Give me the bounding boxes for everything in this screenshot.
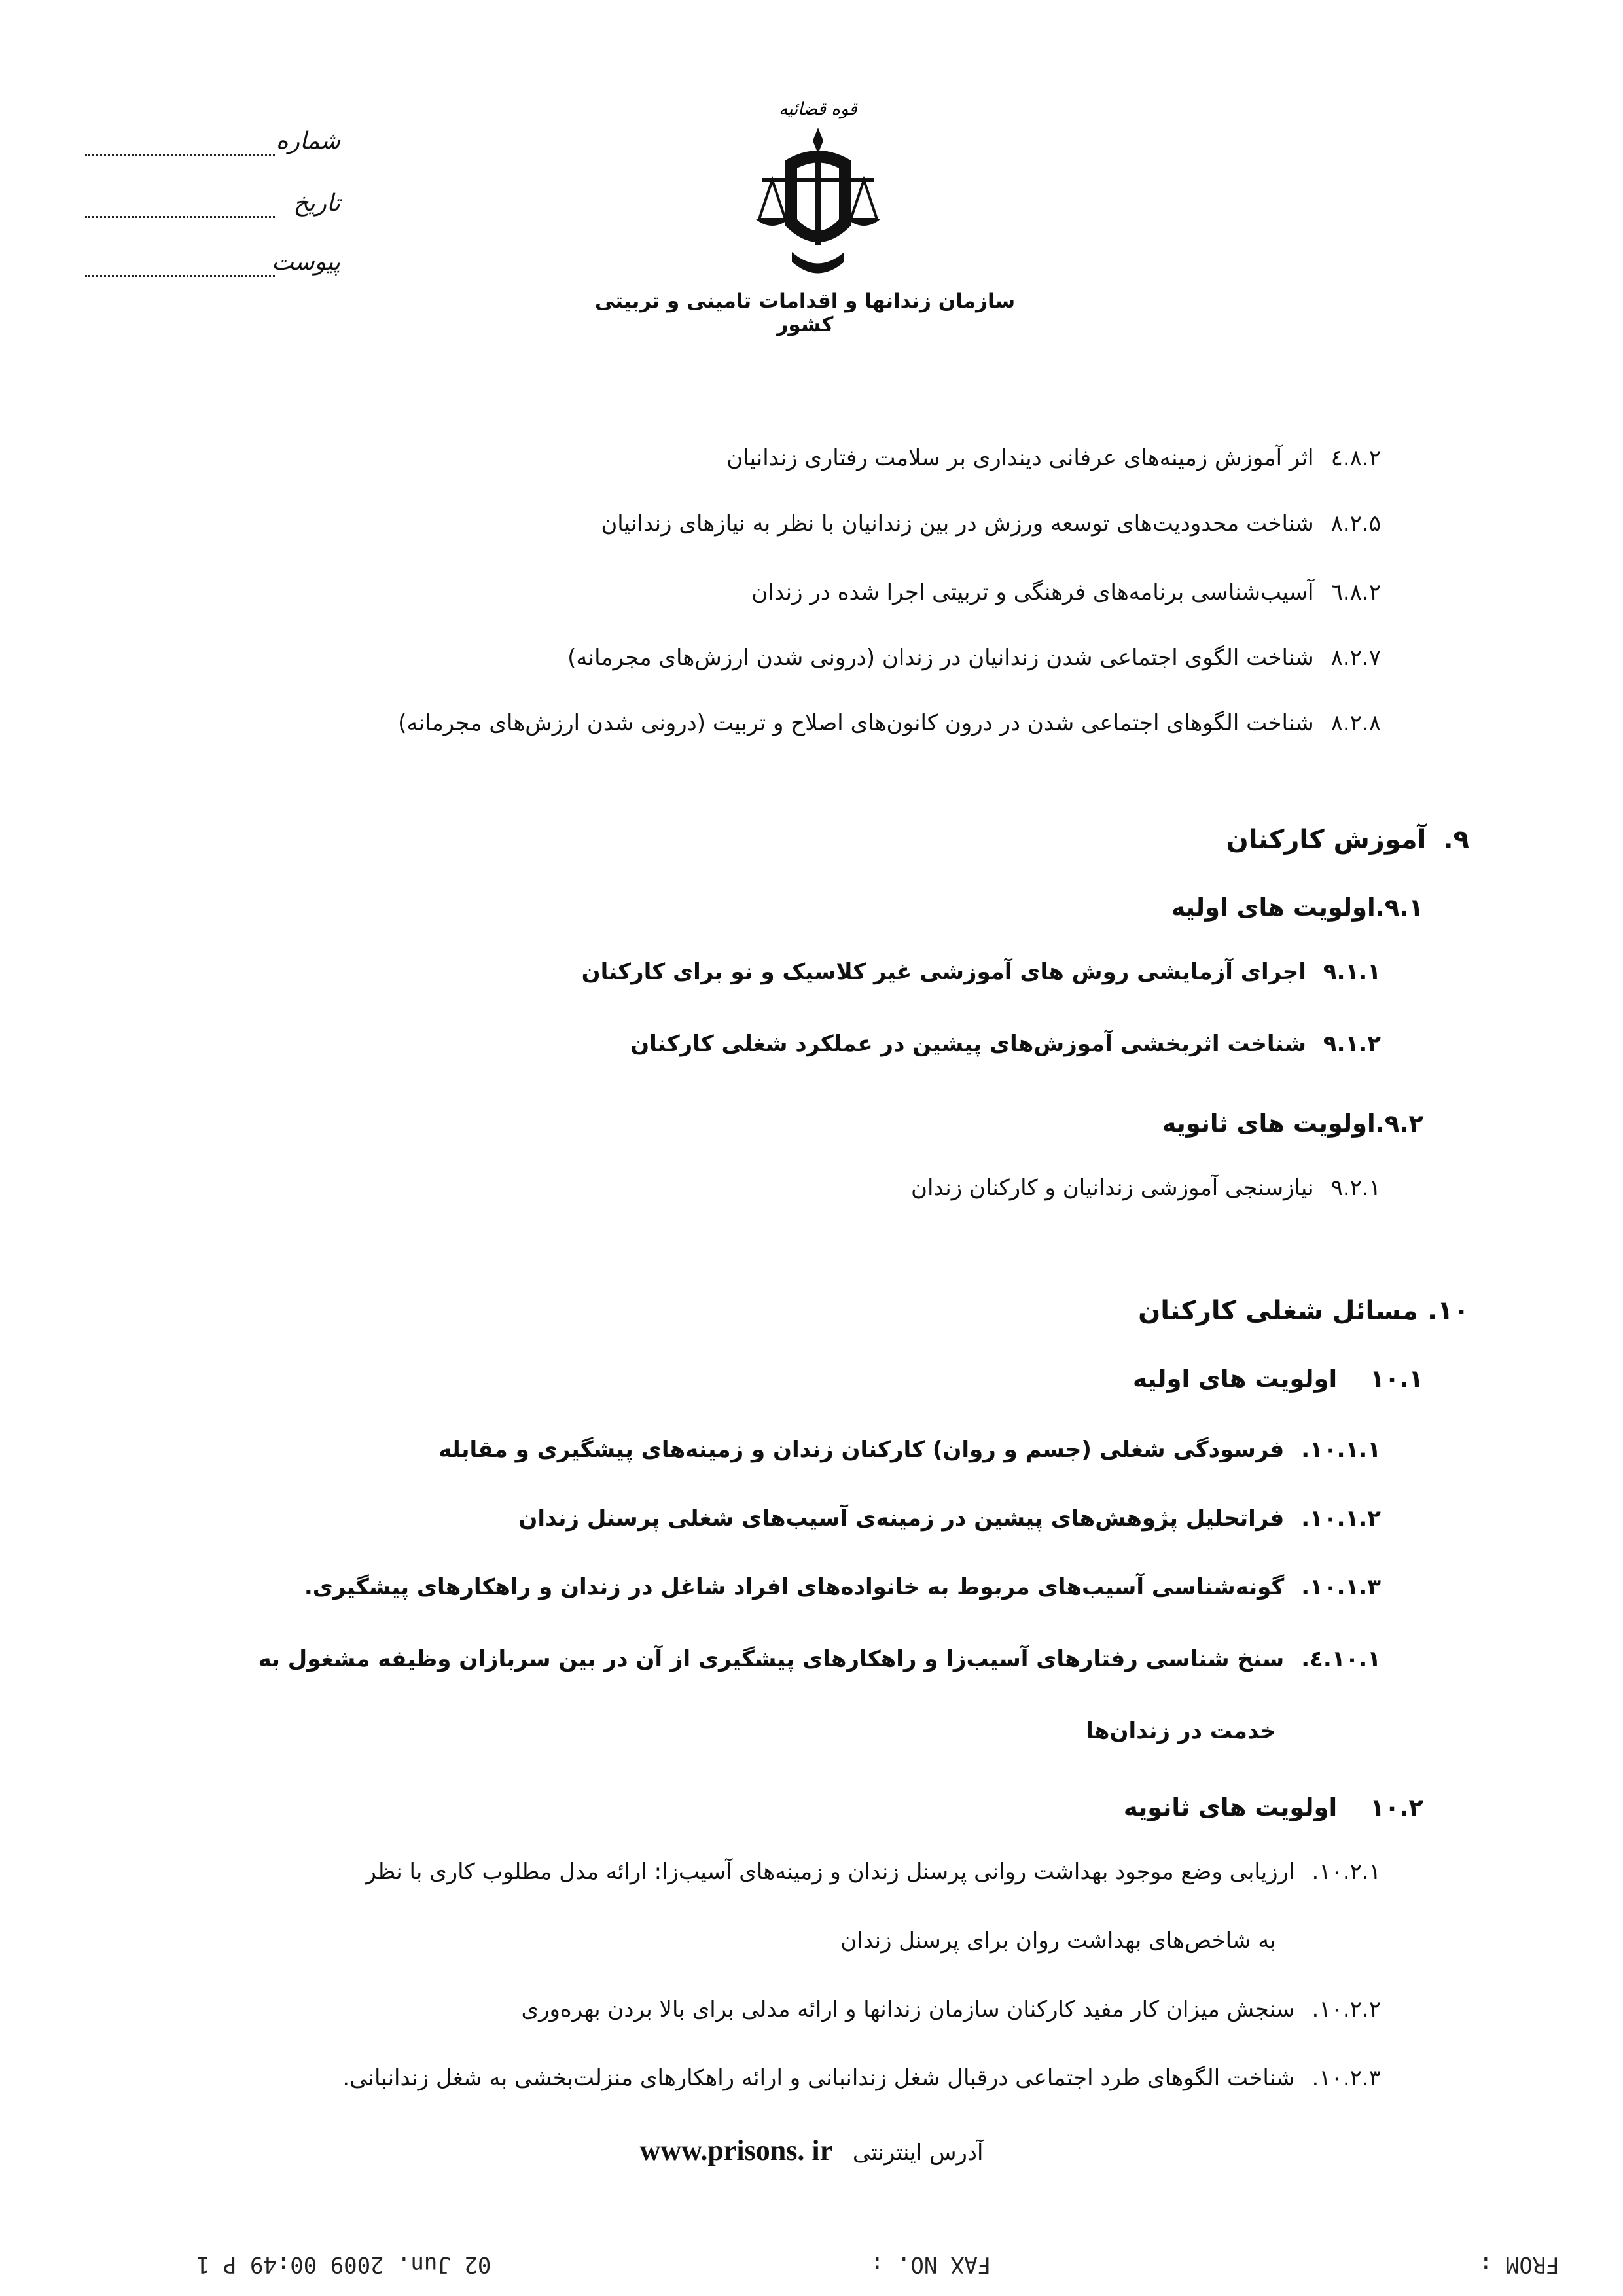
list-item <box>518 1505 1381 1532</box>
subsection-heading <box>1133 1365 1423 1393</box>
number-line <box>85 154 275 156</box>
date-field <box>79 190 340 229</box>
subsection-heading: ۹.۱.اولویت های اولیه <box>1171 893 1423 922</box>
list-item <box>304 1574 1381 1600</box>
list-item <box>567 645 1381 671</box>
item-number: ۹.۲.۱ <box>1330 1175 1381 1201</box>
item-number: ۱۰.۲.۲. <box>1311 1996 1381 2022</box>
number-field <box>79 128 340 167</box>
footer-address <box>0 2134 1623 2167</box>
item-text: فرسودگی شغلی (جسم و روان) کارکنان زندان و زمینه‌های پیشگیری و مقابله <box>438 1437 1285 1463</box>
footer-label: آدرس اینترنتی <box>852 2140 984 2166</box>
item-text: شناخت محدودیت‌های توسعه ورزش در بین زندانیان با نظر به نیازهای زندانیان <box>601 511 1314 537</box>
fax-from: FROM : <box>1479 2251 1560 2278</box>
item-text: شناخت الگوی اجتماعی شدن زندانیان در زندان (درونی شدن ارزش‌های مجرمانه) <box>567 645 1314 671</box>
list-item <box>601 511 1381 537</box>
section-heading <box>1138 1296 1469 1326</box>
item-text: اجرای آزمایشی روش های آموزشی غیر کلاسیک و نو برای کارکنان <box>581 959 1306 985</box>
section-title: مسائل شغلی کارکنان <box>1138 1296 1418 1326</box>
list-item <box>398 710 1381 736</box>
subsection-heading: ۹.۲.اولویت های ثانویه <box>1162 1109 1423 1138</box>
section-heading <box>1226 825 1469 855</box>
list-item <box>342 2065 1381 2091</box>
item-number: ۱۰.۲.۱. <box>1311 1859 1381 1885</box>
item-number: ۱۰.۱.۳. <box>1301 1574 1381 1600</box>
section-number: ۱۰. <box>1427 1296 1469 1326</box>
number-label: شماره <box>276 128 340 154</box>
item-text: گونه‌شناسی آسیب‌های مربوط به خانواده‌های افراد شاغل در زندان و راهکارهای پیشگیری. <box>304 1574 1285 1600</box>
subsection-heading <box>1124 1793 1423 1821</box>
item-text: اثر آموزش زمینه‌های عرفانی دینداری بر سلامت رفتاری زندانیان <box>726 445 1314 471</box>
item-text: سنخ شناسی رفتارهای آسیب‌زا و راهکارهای پیشگیری از آن در بین سربازان وظیفه مشغول به <box>258 1646 1285 1672</box>
list-item <box>751 579 1381 605</box>
section-number: ۹. <box>1443 825 1469 855</box>
subsection-number: ۱۰.۲ <box>1370 1793 1423 1821</box>
subsection-title: اولویت های اولیه <box>1133 1365 1338 1393</box>
list-item <box>911 1175 1381 1201</box>
judiciary-emblem <box>746 95 890 291</box>
fax-number: FAX NO. : <box>870 2251 991 2278</box>
list-item <box>726 445 1381 471</box>
item-text: شناخت الگوهای طرد اجتماعی درقبال شغل زندانبانی و ارائه راهکارهای منزلت‌بخشی به شغل زندانبانی. <box>342 2065 1295 2091</box>
website-link[interactable]: www.prisons. ir <box>639 2134 833 2166</box>
item-text: نیازسنجی آموزشی زندانیان و کارکنان زندان <box>911 1175 1314 1201</box>
item-text: سنجش میزان کار مفید کارکنان سازمان زندانها و ارائه مدلی برای بالا بردن بهره‌وری <box>521 1996 1295 2022</box>
item-number: ۱۰.۱.٤. <box>1301 1646 1381 1672</box>
item-text: شناخت الگوهای اجتماعی شدن در درون کانون‌های اصلاح و تربیت (درونی شدن ارزش‌های مجرمانه) <box>398 710 1314 736</box>
section-title: آموزش کارکنان <box>1226 825 1427 855</box>
item-number: ۹.۱.۲ <box>1323 1031 1381 1057</box>
list-item <box>438 1437 1381 1463</box>
emblem-icon <box>746 95 890 291</box>
attachment-line <box>85 275 275 277</box>
list-item <box>366 1859 1381 1885</box>
list-item <box>630 1031 1381 1057</box>
date-label: تاریخ <box>293 190 340 217</box>
emblem-caption: قوه قضائیه <box>779 99 857 119</box>
item-number: ۸.۲.۷ <box>1330 645 1381 671</box>
subsection-number: ۱۰.۱ <box>1370 1365 1423 1393</box>
fax-datetime: 02 Jun. 2009 00:49 P 1 <box>196 2251 491 2278</box>
item-number: ۱۰.۱.۲. <box>1301 1505 1381 1532</box>
list-item <box>259 1646 1381 1672</box>
item-number: ۸.۲.٦ <box>1330 579 1381 605</box>
item-number: ۸.۲.۵ <box>1330 511 1381 537</box>
organization-name: سازمان زندانها و اقدامات تامینی و تربیتی کشور <box>594 289 1016 336</box>
item-number: ۱۰.۲.۳. <box>1311 2065 1381 2091</box>
list-item <box>521 1996 1381 2022</box>
item-text: آسیب‌شناسی برنامه‌های فرهنگی و تربیتی اجرا شده در زندان <box>751 579 1314 605</box>
item-number: ۹.۱.۱ <box>1323 959 1381 985</box>
attachment-label: پیوست <box>272 249 340 276</box>
list-item-continuation: خدمت در زندان‌ها <box>1086 1718 1276 1744</box>
date-line <box>85 216 275 218</box>
attachment-field <box>79 249 340 288</box>
subsection-title: اولویت های ثانویه <box>1123 1793 1338 1821</box>
item-text: ارزیابی وضع موجود بهداشت روانی پرسنل زندان و زمینه‌های آسیب‌زا: ارائه مدل مطلوب کاری با نظر <box>365 1859 1295 1885</box>
item-text: فراتحلیل پژوهش‌های پیشین در زمینه‌ی آسیب‌های شغلی پرسنل زندان <box>518 1505 1285 1532</box>
list-item <box>582 959 1381 985</box>
item-number: ۱۰.۱.۱. <box>1301 1437 1381 1463</box>
item-number: ۸.۲.۸ <box>1330 710 1381 736</box>
list-item-continuation: به شاخص‌های بهداشت روان برای پرسنل زندان <box>840 1928 1276 1954</box>
item-number: ۸.۲.٤ <box>1330 445 1381 471</box>
item-text: شناخت اثربخشی آموزش‌های پیشین در عملکرد شغلی کارکنان <box>630 1031 1306 1057</box>
